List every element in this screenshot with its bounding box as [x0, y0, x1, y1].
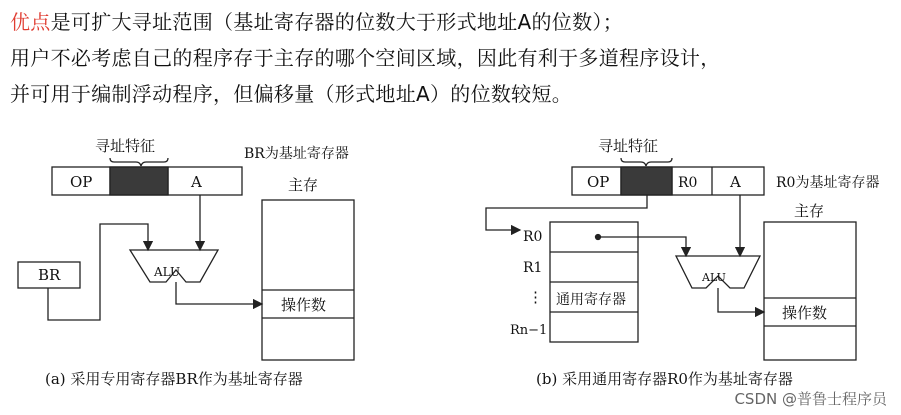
- a-mem-label: 主存: [288, 176, 319, 194]
- b-operand-cell: 操作数: [782, 304, 828, 322]
- b-op-field: OP: [587, 173, 610, 191]
- a-main-memory: [262, 200, 354, 360]
- b-caption: (b) 采用通用寄存器R0作为基址寄存器: [536, 370, 793, 388]
- a-caption: (a) 采用专用寄存器BR作为基址寄存器: [45, 370, 303, 388]
- a-feature-brace: [110, 158, 168, 166]
- a-op-field: OP: [70, 173, 93, 191]
- a-a-field: A: [191, 173, 202, 191]
- b-title-right: R0为基址寄存器: [776, 175, 880, 191]
- text-line-3: 并可用于编制浮动程序，但偏移量（形式地址A）的位数较短。: [10, 82, 573, 106]
- b-main-memory: [764, 222, 856, 360]
- a-title-right: BR为基址寄存器: [244, 146, 349, 162]
- a-feature-field: [110, 167, 168, 195]
- b-alu-label: ALU: [702, 271, 726, 284]
- text-line-1-rest: 是可扩大寻址范围（基址寄存器的位数大于形式地址A的位数）；: [50, 10, 623, 34]
- b-a-field: A: [730, 173, 741, 191]
- b-feature-label: 寻址特征: [598, 137, 659, 155]
- b-feature-brace: [621, 158, 672, 166]
- text-line-2: 用户不必考虑自己的程序存于主存的哪个空间区域，因此有利于多道程序设计，: [10, 46, 721, 70]
- diagram-b: [486, 137, 879, 388]
- b-dots-label: ⋮: [528, 288, 543, 306]
- diagram-a: [18, 137, 354, 388]
- a-br-label: BR: [38, 266, 61, 284]
- b-r1-label: R1: [523, 260, 543, 276]
- b-r0-label: R0: [523, 229, 543, 245]
- advantage-label: 优点: [10, 10, 51, 34]
- b-rn-label: Rn−1: [510, 323, 548, 338]
- a-feature-label: 寻址特征: [95, 137, 156, 155]
- watermark: CSDN @普鲁士程序员: [734, 390, 887, 408]
- b-r0-field: R0: [678, 175, 698, 191]
- a-operand-cell: 操作数: [281, 296, 327, 314]
- b-mem-label: 主存: [794, 202, 825, 220]
- a-alu-label: ALU: [154, 265, 181, 279]
- b-gpr-label: 通用寄存器: [556, 292, 626, 308]
- b-feature-field: [621, 167, 672, 195]
